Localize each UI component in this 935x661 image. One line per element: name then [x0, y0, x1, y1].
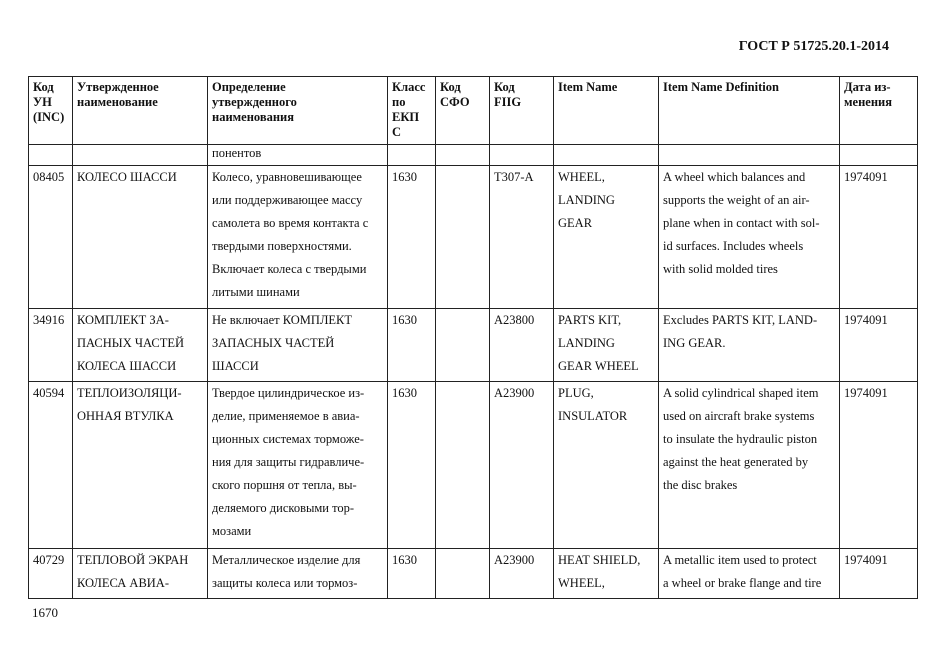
col-header-class: Класс по ЕКП С [388, 77, 436, 145]
table-header-row [29, 77, 918, 145]
cell-item-name-definition: Excludes PARTS KIT, LAND- ING GEAR. [659, 309, 840, 382]
page-number: 1670 [32, 605, 58, 620]
cell-code: 08405 [29, 166, 73, 309]
col-header-item-name: Item Name [554, 77, 659, 145]
cell-definition: Твердое цилиндрическое из- делие, применяемое в авиа- ционных системах торможе- ния для защиты гидравличе- ского поршня от тепла, вы- деляемого дисковыми тор- мозами [208, 382, 388, 549]
cell-change-date: 1974091 [840, 382, 918, 549]
cell-definition: понентов [208, 145, 388, 166]
cell-approved-name: ТЕПЛОИЗОЛЯЦИ- ОННАЯ ВТУЛКА [73, 382, 208, 549]
cell-item-name: HEAT SHIELD, WHEEL, [554, 549, 659, 599]
cell-item-name-definition: A solid cylindrical shaped item used on aircraft brake systems to insulate the hydraulic piston against the heat generated by the disc brakes [659, 382, 840, 549]
cell-item-name-definition: A wheel which balances and supports the weight of an air- plane when in contact with sol- id surfaces. Includes wheels with solid molded tires [659, 166, 840, 309]
cell-class: 1630 [388, 549, 436, 599]
cell-item-name-definition: A metallic item used to protect a wheel or brake flange and tire [659, 549, 840, 599]
cell-sfo [436, 549, 490, 599]
cell-change-date: 1974091 [840, 166, 918, 309]
table-row [29, 309, 918, 382]
table-row [29, 549, 918, 599]
col-header-change-date: Дата из- менения [840, 77, 918, 145]
table-row-continuation [29, 145, 918, 166]
cell-sfo [436, 166, 490, 309]
table-row [29, 166, 918, 309]
cell-approved-name: ТЕПЛОВОЙ ЭКРАН КОЛЕСА АВИА- [73, 549, 208, 599]
cell-change-date: 1974091 [840, 549, 918, 599]
col-header-sfo: Код СФО [436, 77, 490, 145]
cell-sfo [436, 382, 490, 549]
cell-sfo [436, 309, 490, 382]
cell-code: 34916 [29, 309, 73, 382]
col-header-fiig: Код FIIG [490, 77, 554, 145]
table-row [29, 382, 918, 549]
cell-item-name: PLUG, INSULATOR [554, 382, 659, 549]
cell-code: 40729 [29, 549, 73, 599]
col-header-definition: Определение утвержденного наименования [208, 77, 388, 145]
cell-class: 1630 [388, 382, 436, 549]
cell-fiig: A23900 [490, 382, 554, 549]
col-header-approved-name: Утвержденное наименование [73, 77, 208, 145]
cell-code: 40594 [29, 382, 73, 549]
cell-item-name: PARTS KIT, LANDING GEAR WHEEL [554, 309, 659, 382]
document-standard-header: ГОСТ Р 51725.20.1-2014 [738, 39, 889, 54]
col-header-item-name-definition: Item Name Definition [659, 77, 840, 145]
cell-definition: Металлическое изделие для защиты колеса или тормоз- [208, 549, 388, 599]
cell-fiig: A23800 [490, 309, 554, 382]
col-header-code: Код УН (INC) [29, 77, 73, 145]
item-names-table [28, 76, 918, 599]
cell-approved-name: КОМПЛЕКТ ЗА- ПАСНЫХ ЧАСТЕЙ КОЛЕСА ШАССИ [73, 309, 208, 382]
cell-item-name: WHEEL, LANDING GEAR [554, 166, 659, 309]
cell-approved-name: КОЛЕСО ШАССИ [73, 166, 208, 309]
cell-change-date: 1974091 [840, 309, 918, 382]
cell-class: 1630 [388, 166, 436, 309]
cell-definition: Колесо, уравновешивающее или поддерживающее массу самолета во время контакта с твердыми поверхностями. Включает колеса с твердыми литыми шинами [208, 166, 388, 309]
cell-fiig: A23900 [490, 549, 554, 599]
cell-class: 1630 [388, 309, 436, 382]
cell-fiig: T307-A [490, 166, 554, 309]
cell-definition: Не включает КОМПЛЕКТ ЗАПАСНЫХ ЧАСТЕЙ ШАССИ [208, 309, 388, 382]
